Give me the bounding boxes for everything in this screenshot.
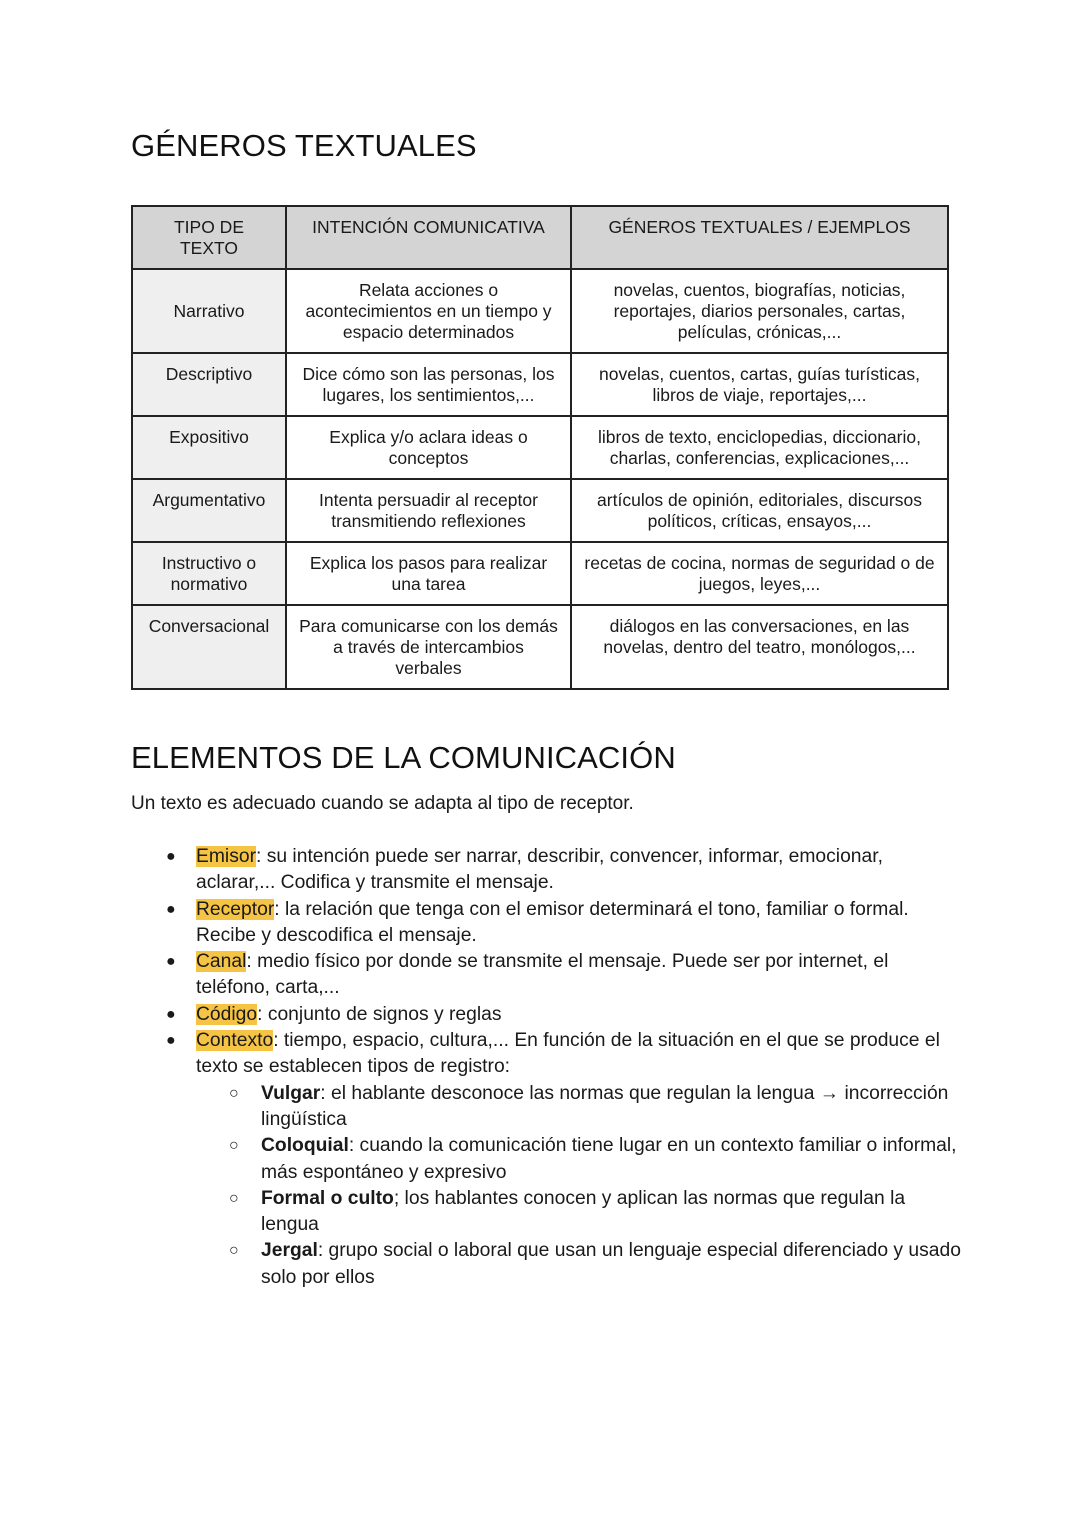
registro-text: : el hablante desconoce las normas que regulan la lengua → incorrección lingüística	[261, 1082, 949, 1130]
highlighted-term: Contexto	[196, 1030, 274, 1052]
cell-tipo: Descriptivo	[132, 353, 286, 416]
table-row	[132, 542, 948, 605]
bullet-icon: ●	[166, 953, 176, 971]
cell-intencion: Explica y/o aclara ideas o conceptos	[286, 416, 571, 479]
list-item	[131, 1028, 961, 1291]
section-title-elementos: ELEMENTOS DE LA COMUNICACIÓN	[131, 740, 676, 775]
cell-intencion: Relata acciones o acontecimientos en un tiempo y espacio determinados	[286, 269, 571, 353]
cell-ejemplos: novelas, cuentos, biografías, noticias, reportajes, diarios personales, cartas, películas, crónicas,...	[571, 269, 948, 353]
header-generos: GÉNEROS TEXTUALES / EJEMPLOS	[571, 206, 948, 269]
highlighted-term: Canal	[196, 951, 247, 973]
bullet-icon: ●	[166, 848, 176, 865]
sub-list-item	[196, 1081, 961, 1134]
circle-bullet-icon: ○	[229, 1084, 239, 1102]
table-header-row	[132, 206, 948, 269]
cell-ejemplos: artículos de opinión, editoriales, discursos políticos, críticas, ensayos,...	[571, 479, 948, 542]
item-text: : su intención puede ser narrar, describir, convencer, informar, emocionar, aclarar,... Codifica y transmite el mensaje.	[196, 846, 883, 894]
registro-text: : cuando la comunicación tiene lugar en un contexto familiar o informal, más espontáneo y expresivo	[261, 1135, 957, 1183]
item-text: : conjunto de signos y reglas	[257, 1003, 502, 1025]
highlighted-term: Código	[196, 1003, 258, 1025]
cell-ejemplos: diálogos en las conversaciones, en las novelas, dentro del teatro, monólogos,...	[571, 605, 948, 689]
item-text: : la relación que tenga con el emisor determinará el tono, familiar o formal. Recibe y descodifica el mensaje.	[196, 898, 909, 946]
cell-tipo: Argumentativo	[132, 479, 286, 542]
table-row	[132, 605, 948, 689]
cell-intencion: Dice cómo son las personas, los lugares, los sentimientos,...	[286, 353, 571, 416]
list-item	[131, 897, 961, 950]
table-row	[132, 479, 948, 542]
section-title-generos: GÉNEROS TEXTUALES	[131, 128, 477, 163]
intro-paragraph: Un texto es adecuado cuando se adapta al tipo de receptor.	[131, 793, 634, 814]
highlighted-term: Emisor	[196, 846, 256, 867]
cell-intencion: Para comunicarse con los demás a través de intercambios verbales	[286, 605, 571, 689]
sub-list-item	[196, 1238, 961, 1291]
header-intencion: INTENCIÓN COMUNICATIVA	[286, 206, 571, 269]
sub-list-item	[196, 1186, 961, 1239]
cell-tipo: Instructivo o normativo	[132, 542, 286, 605]
highlighted-term: Receptor	[196, 898, 275, 920]
bullet-icon: ●	[166, 1005, 176, 1023]
table-row	[132, 353, 948, 416]
cell-tipo: Expositivo	[132, 416, 286, 479]
registro-term: Coloquial	[261, 1135, 349, 1157]
elementos-list	[131, 844, 961, 1291]
circle-bullet-icon: ○	[229, 1242, 239, 1260]
list-item	[131, 1002, 961, 1028]
cell-ejemplos: novelas, cuentos, cartas, guías turísticas, libros de viaje, reportajes,...	[571, 353, 948, 416]
table-row	[132, 416, 948, 479]
item-text: : medio físico por donde se transmite el mensaje. Puede ser por internet, el teléfono, carta,...	[196, 951, 889, 999]
circle-bullet-icon: ○	[229, 1189, 239, 1207]
list-item	[131, 844, 961, 897]
cell-tipo: Conversacional	[132, 605, 286, 689]
registro-text: ; los hablantes conocen y aplican las normas que regulan la lengua	[261, 1187, 906, 1236]
list-item	[131, 949, 961, 1002]
sub-list-item	[196, 1133, 961, 1186]
header-tipo: TIPO DE TEXTO	[132, 206, 286, 269]
cell-tipo: Narrativo	[132, 269, 286, 353]
circle-bullet-icon: ○	[229, 1137, 239, 1155]
cell-intencion: Explica los pasos para realizar una tarea	[286, 542, 571, 605]
bullet-icon: ●	[166, 1032, 176, 1050]
registros-list	[196, 1081, 961, 1291]
generos-table	[131, 205, 949, 690]
registro-text: : grupo social o laboral que usan un lenguaje especial diferenciado y usado solo por ellos	[261, 1240, 961, 1288]
registro-term: Formal o culto	[261, 1187, 394, 1209]
table-row	[132, 269, 948, 353]
registro-term: Vulgar	[261, 1082, 321, 1104]
cell-intencion: Intenta persuadir al receptor transmitiendo reflexiones	[286, 479, 571, 542]
cell-ejemplos: recetas de cocina, normas de seguridad o de juegos, leyes,...	[571, 542, 948, 605]
item-text: : tiempo, espacio, cultura,... En función de la situación en el que se produce el texto se establecen tipos de registro:	[196, 1030, 940, 1078]
cell-ejemplos: libros de texto, enciclopedias, diccionario, charlas, conferencias, explicaciones,...	[571, 416, 948, 479]
registro-term: Jergal	[261, 1240, 318, 1262]
bullet-icon: ●	[166, 900, 176, 918]
